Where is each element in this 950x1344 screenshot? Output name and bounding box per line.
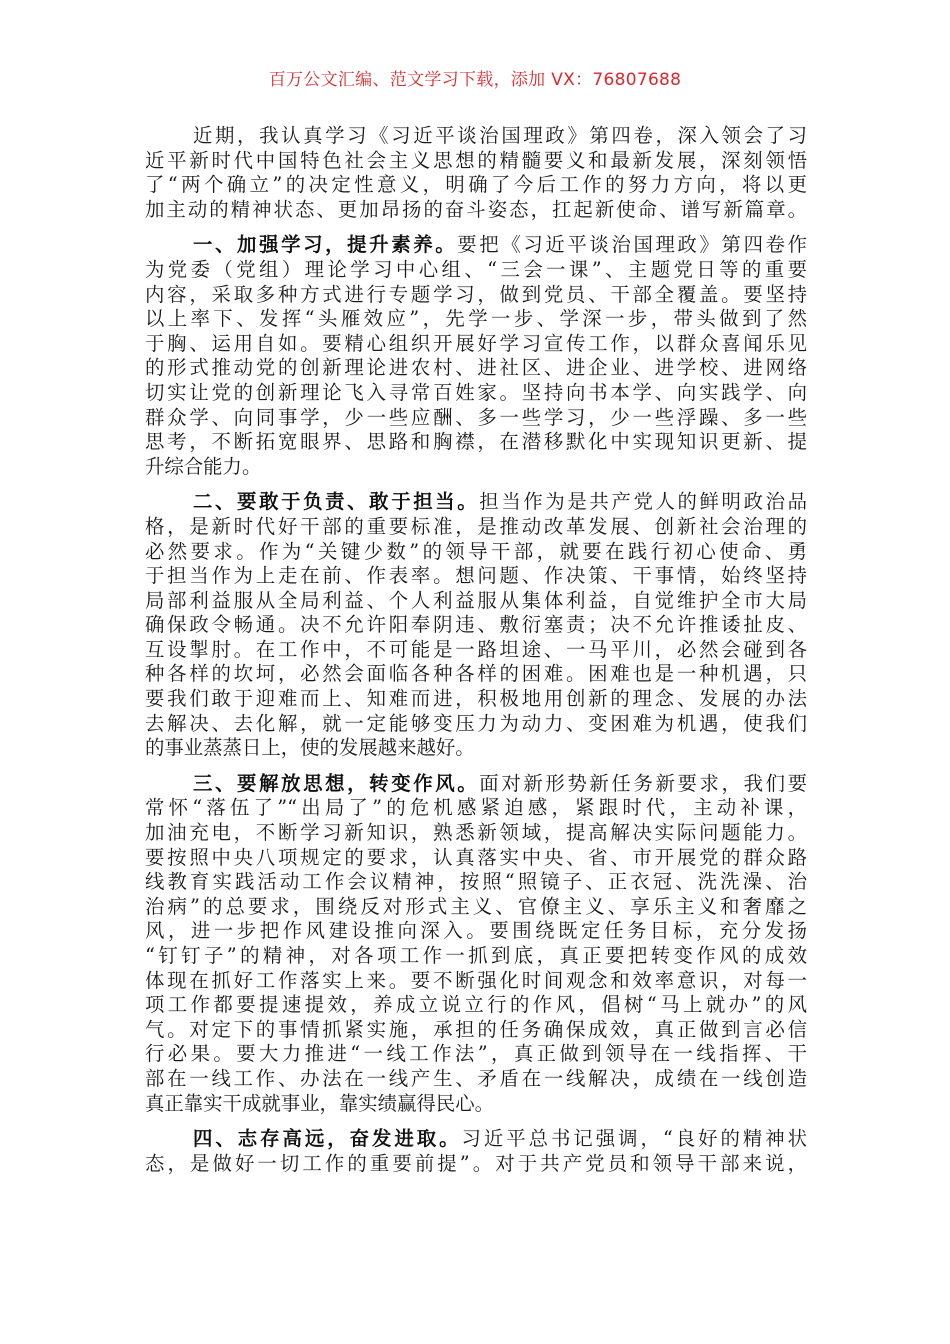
text-line: 项工作都要提速提效，养成立说立行的作风，倡树“马上就办”的风 [145,993,807,1017]
text-line: 行必果。要大力推进“一线工作法”，真正做到领导在一线指挥、干 [145,1042,807,1066]
text-line: 加油充电，不断学习新知识，熟悉新领域，提高解决实际问题能力。 [145,821,807,845]
text-line [145,772,807,797]
text-line: 部在一线工作、办法在一线产生、矛盾在一线解决，成绩在一线创造 [145,1066,807,1090]
text-run: 要把《习近平谈治国理政》第四卷作 [457,233,808,257]
text-line [145,490,807,515]
text-line [145,1127,807,1152]
paragraph-section-2 [145,490,807,761]
text-run: 担当作为是共产党人的鲜明政治品 [479,490,808,514]
text-run: 面对新形势新任务新要求，我们要 [479,771,808,795]
text-line: “钉钉子”的精神，对各项工作一抓到底，真正要把转变作风的成效 [145,944,807,967]
text-line: 内容，采取多种方式进行专题学习，做到党员、干部全覆盖。要坚持 [145,282,807,306]
section-heading: 一、加强学习，提升素养。 [193,233,458,257]
text-line: 要按照中央八项规定的要求，认真落实中央、省、市开展党的群众路 [145,845,807,869]
text-line: 以上率下、发挥“头雁效应”，先学一步、学深一步，带头做到了然 [145,307,807,331]
text-line: 真正靠实干成就事业，靠实绩赢得民心。 [145,1091,495,1115]
text-line: 近平新时代中国特色社会主义思想的精髓要义和最新发展，深刻领悟 [145,148,807,172]
text-line: 线教育实践活动工作会议精神，按照“照镜子、正衣冠、洗洗澡、治 [145,870,807,894]
text-line: 了“两个确立”的决定性意义，明确了今后工作的努力方向，将以更 [145,173,807,197]
section-heading: 四、志存高远，奋发进取。 [193,1127,462,1151]
text-line: 的形式推动党的创新理论进农村、进社区、进企业、进学校、进网络 [145,356,807,380]
text-line [145,233,807,258]
watermark-banner: 百万公文汇编、范文学习下载，添加 VX：76807688 [268,70,682,90]
text-line: 体现在抓好工作落实上来。要不断强化时间观念和效率意识，对每一 [145,968,807,992]
text-line: 气。对定下的事情抓紧实施，承担的任务确保成效，真正做到言必信 [145,1017,807,1041]
document-body [145,124,807,1187]
text-line: 常怀“落伍了”“出局了”的危机感紧迫感，紧跟时代，主动补课， [145,796,807,820]
text-line: 的事业蒸蒸日上，使的发展越来越好。 [145,736,475,760]
text-line: 种各样的坎坷，必然会面临各种各样的困难。困难也是一种机遇，只 [145,662,807,686]
text-line: 要我们敢于迎难而上、知难而进，积极地用创新的理念、发展的办法 [145,687,807,711]
text-line: 格，是新时代好干部的重要标准，是推动改革发展、创新社会治理的 [145,514,807,538]
section-heading: 三、要解放思想，转变作风。 [193,771,480,795]
text-line: 必然要求。作为“关键少数”的领导干部，就要在践行初心使命、勇 [145,539,807,563]
text-line: 态，是做好一切工作的重要前提”。对于共产党员和领导干部来说， [145,1151,807,1175]
section-heading: 二、要敢于负责、敢于担当。 [193,490,480,514]
text-line: 确保政令畅通。决不允许阳奉阴违、敷衍塞责；决不允许推诿扯皮、 [145,613,807,637]
text-line: 治病”的总要求，围绕反对形式主义、官僚主义、享乐主义和奢靡之 [145,894,807,918]
text-line: 思考，不断拓宽眼界、思路和胸襟，在潜移默化中实现知识更新、提 [145,430,807,454]
text-line: 于担当作为上走在前、作表率。想问题、作决策、干事情，始终坚持 [145,564,807,588]
text-line: 互设掣肘。在工作中，不可能是一路坦途、一马平川，必然会碰到各 [145,637,807,661]
text-line: 群众学、向同事学，少一些应酬、多一些学习，少一些浮躁、多一些 [145,405,807,429]
paragraph-section-4 [145,1127,807,1176]
text-run: 习近平总书记强调，“良好的精神状 [461,1127,807,1151]
text-line: 切实让党的创新理论飞入寻常百姓家。坚持向书本学、向实践学、向 [145,380,807,404]
text-line: 为党委（党组）理论学习中心组、“三会一课”、主题党日等的重要 [145,257,807,281]
paragraph-intro [145,124,807,222]
text-line: 去解决、去化解，就一定能够变压力为动力、变困难为机遇，使我们 [145,711,807,735]
text-line: 于胸、运用自如。要精心组织开展好学习宣传工作，以群众喜闻乐见 [145,331,807,355]
text-line: 风，进一步把作风建设推向深入。要围绕既定任务目标，充分发扬 [145,919,807,943]
text-line: 加主动的精神状态、更加昂扬的奋斗姿态，扛起新使命、谱写新篇章。 [145,197,807,221]
text-line: 局部利益服从全局利益、个人利益服从集体利益，自觉维护全市大局 [145,588,807,612]
text-line: 升综合能力。 [145,454,262,478]
paragraph-section-1 [145,233,807,479]
paragraph-section-3 [145,772,807,1116]
text-line: 近期，我认真学习《习近平谈治国理政》第四卷，深入领会了习 [193,124,807,147]
